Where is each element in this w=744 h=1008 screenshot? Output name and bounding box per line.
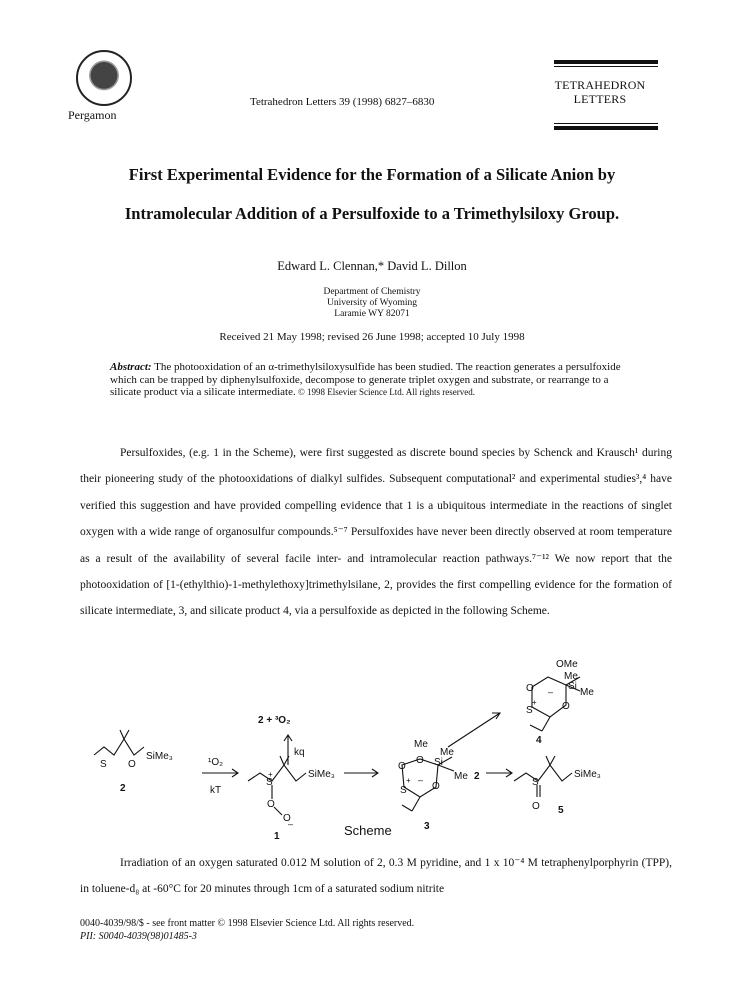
scheme-me-3a: Me xyxy=(414,739,428,750)
body-paragraph-2-text: Irradiation of an oxygen saturated 0.012 M solution of 2, 0.3 M pyridine, and 1 x 10⁻⁴ M tetraphenylporphyrin (TPP), in toluene-d₈ at -60°C for 20 minutes through 1cm of a saturated sodium nitrite xyxy=(80,857,672,896)
journal-citation: Tetrahedron Letters 39 (1998) 6827–6830 xyxy=(250,96,435,108)
scheme-me-4a: Me xyxy=(564,671,578,682)
body-paragraph-1 xyxy=(80,440,672,625)
compound-2-skeleton xyxy=(94,739,144,755)
compound-3-label: 3 xyxy=(424,821,430,832)
scheme-o-1a: O xyxy=(267,799,275,810)
scheme-sime3-2: SiMe₃ xyxy=(146,751,173,762)
abstract-text: The photooxidation of an α-trimethylsiloxysulfide has been studied. The reaction generates a persulfoxide which can be trapped by diphenylsulfoxide, decompose to generate triplet oxygen and substrate, or rearrange to a silicate product via a silicate intermediate. xyxy=(110,361,621,398)
scheme-o-3a: O xyxy=(398,761,406,772)
header-rule-top-thin xyxy=(554,66,658,67)
compound-2-label: 2 xyxy=(120,783,126,794)
scheme-minus-3: – xyxy=(418,775,424,785)
journal-name-line2: LETTERS xyxy=(573,92,627,106)
publisher-name: Pergamon xyxy=(68,108,117,122)
article-title-line1: First Experimental Evidence for the Formation of a Silicate Anion by xyxy=(128,165,616,184)
scheme-s-3: S xyxy=(400,785,407,796)
compound-1-skeleton xyxy=(248,765,306,781)
kt-label: kT xyxy=(210,785,222,796)
scheme-plus-1: + xyxy=(268,770,273,779)
scheme-me-3b: Me xyxy=(440,747,454,758)
scheme-o-5: O xyxy=(532,801,540,812)
affiliation-line1: Department of Chemistry xyxy=(323,287,421,297)
publisher-logo xyxy=(76,50,132,106)
scheme-plus-4: + xyxy=(532,698,537,707)
received-dates: Received 21 May 1998; revised 26 June 1998; accepted 10 July 1998 xyxy=(219,331,525,343)
header-rule-top xyxy=(554,60,658,64)
scheme-s-1: S xyxy=(266,777,273,788)
quench-products: 2 + ³O₂ xyxy=(258,715,291,726)
scheme-me-4b: Me xyxy=(580,687,594,698)
scheme-o-3b: O xyxy=(416,755,424,766)
header-rule-bottom-thin xyxy=(554,123,658,124)
article-authors: Edward L. Clennan,* David L. Dillon xyxy=(277,259,467,273)
scheme-plus-3: + xyxy=(406,776,411,785)
kq-label: kq xyxy=(294,747,305,758)
header-rule-bottom xyxy=(554,126,658,130)
scheme-s-4: S xyxy=(526,705,533,716)
scheme-o-4b: O xyxy=(562,701,570,712)
abstract xyxy=(110,361,630,399)
compound-4-label: 4 xyxy=(536,735,542,746)
footer-pii: PII: S0040-4039(98)01485-3 xyxy=(80,930,197,942)
singlet-oxygen-label: ¹O₂ xyxy=(208,757,223,768)
scheme-s-5: S xyxy=(532,777,539,788)
compound-1-label: 1 xyxy=(274,831,280,842)
scheme-sime3-5: SiMe₃ xyxy=(574,769,601,780)
body-paragraph-1-text: Persulfoxides, (e.g. 1 in the Scheme), were first suggested as discrete bound species by Schenck and Krausch¹ during their pioneering study of the photooxidations of dialkyl sulfides. Subsequent computational² and experimental studies³,⁴ have verified this suggestion and have provided compelling evidence that 1 is a ubiquitous intermediate in the reactions of singlet oxygen with a wide range of organosulfur compounds.⁵⁻⁷ Persulfoxides have never been directly observed at room temperature as a result of the availability of several facile inter- and intramolecular reaction pathways.⁷⁻¹² We now report that the photooxidation of [1-(ethylthio)-1-methylethoxy]trimethylsilane, 2, provides the first compelling evidence for the formation of silicate intermediate, 3, and silicate product 4, via a persulfoxide as depicted in the following Scheme. xyxy=(80,447,672,618)
compound-4-ring xyxy=(532,677,566,717)
scheme-ome-4: OMe xyxy=(556,659,578,670)
affiliation-line2: University of Wyoming xyxy=(326,298,418,308)
scheme-o-1b: O xyxy=(283,813,291,824)
compound-5-skeleton xyxy=(514,765,572,781)
scheme-o-3c: O xyxy=(432,781,440,792)
scheme-o-2: O xyxy=(128,759,136,770)
journal-name xyxy=(540,78,660,106)
scheme-si-3: Si xyxy=(434,757,443,768)
abstract-copyright: © 1998 Elsevier Science Ltd. All rights reserved. xyxy=(295,387,475,397)
reaction-scheme xyxy=(80,655,680,845)
compound-5-label: 5 xyxy=(558,805,564,816)
arrow-to-4 xyxy=(448,713,500,747)
scheme-caption: Scheme xyxy=(344,823,392,838)
abstract-label: Abstract: xyxy=(110,361,152,373)
article-title-line2: Intramolecular Addition of a Persulfoxide to a Trimethylsiloxy Group. xyxy=(124,204,620,223)
footer-copyright: 0040-4039/98/$ - see front matter © 1998 Elsevier Science Ltd. All rights reserved. xyxy=(80,918,415,929)
scheme-sime3-1: SiMe₃ xyxy=(308,769,335,780)
scheme-minus-1: – xyxy=(288,819,294,829)
footer xyxy=(80,918,414,943)
body-paragraph-2 xyxy=(80,850,672,903)
scheme-me-3c: Me xyxy=(454,771,468,782)
affiliation-line3: Laramie WY 82071 xyxy=(334,309,410,319)
scheme-minus-4: – xyxy=(548,687,554,697)
journal-name-line1: TETRAHEDRON xyxy=(554,78,646,92)
scheme-s-2: S xyxy=(100,759,107,770)
scheme-plus-2: 2 xyxy=(474,771,480,782)
scheme-si-4: Si xyxy=(568,681,577,692)
scheme-o-4a: O xyxy=(526,683,534,694)
